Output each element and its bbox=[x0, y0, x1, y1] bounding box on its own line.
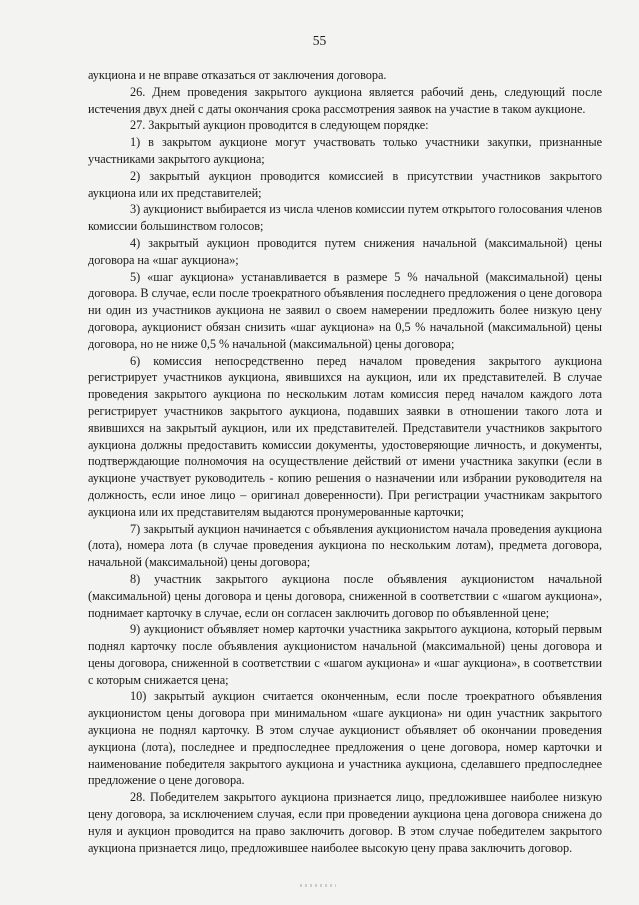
list-item-4: 4) закрытый аукцион проводится путем снижения начальной (максимальной) цены договора на «шаг аукциона»; bbox=[88, 235, 602, 267]
list-item-7: 7) закрытый аукцион начинается с объявления аукционистом начала проведения аукциона (лота), номера лота (в случае проведения аукциона по нескольким лотам), предмета договора, начальной (максимальной) цены договора; bbox=[88, 521, 602, 570]
list-item-2: 2) закрытый аукцион проводится комиссией в присутствии участников закрытого аукциона или их представителей; bbox=[88, 168, 602, 200]
paragraph-continuation: аукциона и не вправе отказаться от заключения договора. bbox=[88, 68, 387, 82]
list-item-3: 3) аукционист выбирается из числа членов комиссии путем открытого голосования членов комиссии большинством голосов; bbox=[88, 202, 602, 234]
list-item-5: 5) «шаг аукциона» устанавливается в размере 5 % начальной (максимальной) цены договора. В случае, если после троекратного объявления последнего предложения о цене договора ни один из участников аукциона не заявил о своем намерении предложить более низкую цену договора, аукционист обязан снизить «шаг аукциона» на 0,5 % начальной (максимальной) цены договора, но не ниже 0,5 % начальной (максимальной) цены договора; bbox=[88, 269, 602, 351]
paragraph-28: 28. Победителем закрытого аукциона признается лицо, предложившее наиболее низкую цену договора, за исключением случая, если при проведении аукциона цена договора снижена до нуля и аукцион проводится на право заключить договор. В этом случае победителем закрытого аукциона признается лицо, предложившее наиболее высокую цену права заключить договор. bbox=[88, 790, 602, 855]
list-item-9: 9) аукционист объявляет номер карточки участника закрытого аукциона, который первым поднял карточку после объявления аукционистом начальной (максимальной) цены договора и цены договора, сниженной в соответствии с «шагом аукциона» и «шаг аукциона», в соответствии с которым снижается цена; bbox=[88, 622, 602, 687]
paragraph-27: 27. Закрытый аукцион проводится в следующем порядке: bbox=[130, 118, 429, 133]
list-item-1: 1) в закрытом аукционе могут участвовать только участники закупки, признанные участниками закрытого аукциона; bbox=[88, 135, 602, 166]
document-body bbox=[88, 67, 602, 856]
page-number: 55 bbox=[312, 33, 327, 48]
paragraph-26: 26. Днем проведения закрытого аукциона является рабочий день, следующий после истечения двух дней с даты окончания срока рассмотрения заявок на участие в таком аукционе. bbox=[88, 84, 602, 116]
list-item-10: 10) закрытый аукцион считается оконченным, если после троекратного объявления аукционистом цены договора при минимальном «шаге аукциона» ни один участник закрытого аукциона не поднял карточку. В этом случае аукционист объявляет об окончании проведения аукциона (лота), последнее и предпоследнее предложения о цене договора, номер карточки и наименование победителя закрытого аукциона и участника аукциона, сделавшего предпоследнее предложение о цене договора. bbox=[88, 689, 602, 788]
list-item-8: 8) участник закрытого аукциона после объявления аукционистом начальной (максимальной) цены договора и цены договора, сниженной в соответствии с «шагом аукциона», поднимает карточку в случае, если он согласен заключить договор по объявленной цене; bbox=[88, 571, 602, 620]
list-item-6: 6) комиссия непосредственно перед началом проведения закрытого аукциона регистрирует участников аукциона, явившихся на аукцион, или их представителей. В случае проведения закрытого аукциона по нескольким лотам комиссия перед началом каждого лота регистрирует участников закрытого аукциона, подавших заявки в отношении такого лота и явившихся на закрытый аукцион, или их представителей. Представители участников закрытого аукциона должны предоставить комиссии документы, удостоверяющие личность, и документы, подтверждающие полномочия на осуществление действий от имени участника закупки (если в аукционе участвует руководитель - копию решения о назначении или избрании руководителя на должность, если иное лицо – оригинал доверенности). При регистрации участникам закрытого аукциона или их представителям выдаются пронумерованные карточки; bbox=[88, 353, 602, 519]
scan-artifact bbox=[300, 884, 336, 887]
